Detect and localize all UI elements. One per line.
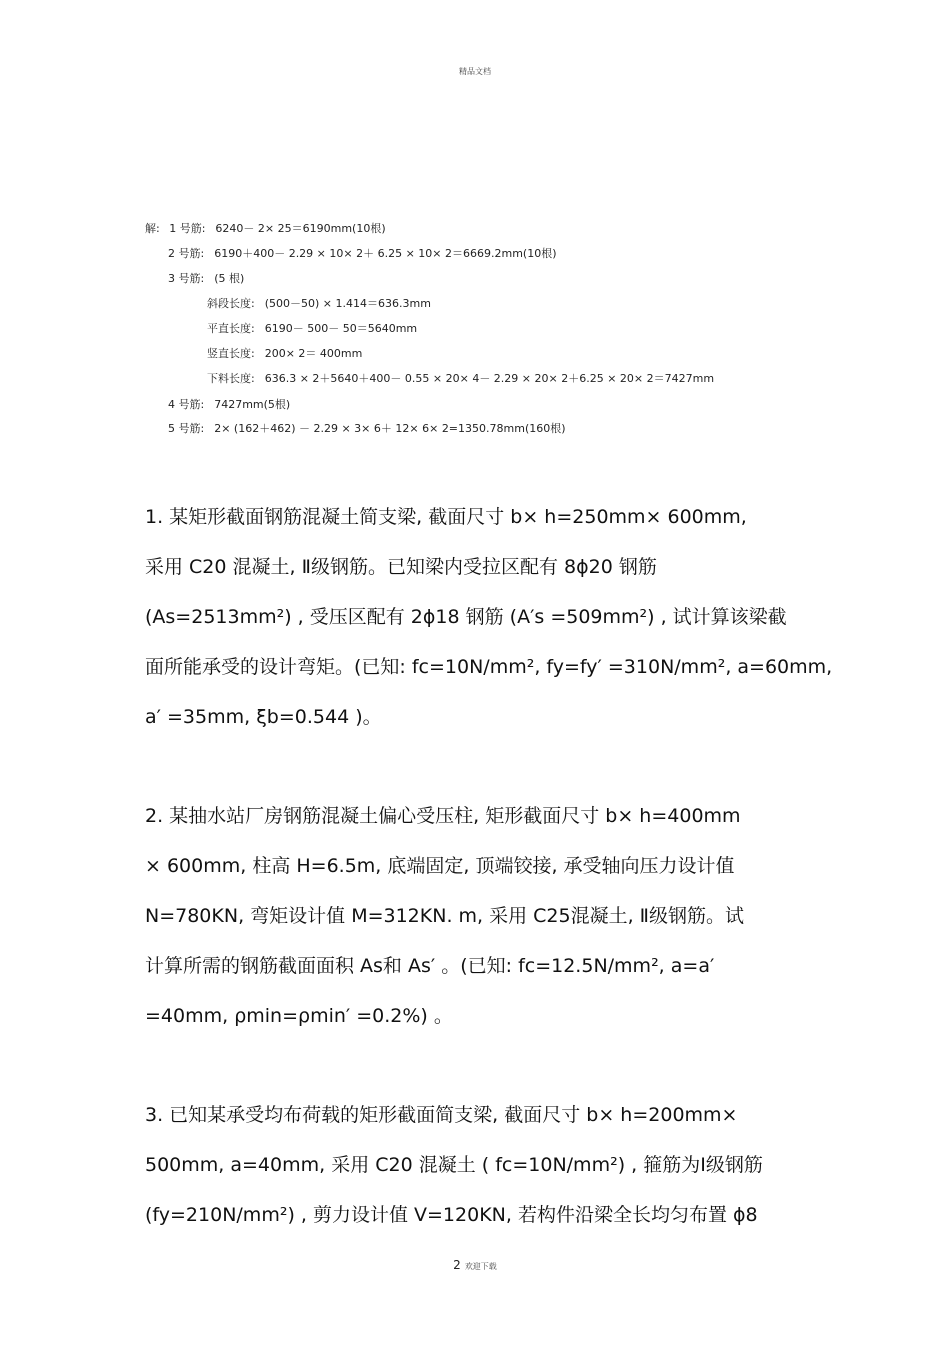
solution-label: 竖直长度:: [207, 347, 255, 360]
solution-item: [168, 270, 244, 286]
solution-value: 200× 2＝ 400mm: [264, 347, 363, 360]
solution-prefix: 解:: [145, 222, 160, 235]
solution-value: 2× (162＋462) － 2.29 × 3× 6＋ 12× 6× 2=1350.78mm(160根): [214, 422, 566, 435]
question-line: N=780KN, 弯矩设计值 M=312KN. m, 采用 C25混凝土, Ⅱ级钢筋。试: [145, 905, 745, 927]
question-line: 1. 某矩形截面钢筋混凝土简支梁, 截面尺寸 b× h=250mm× 600mm,: [145, 506, 747, 528]
question-3: [145, 1090, 835, 1240]
solution-value: 6190－ 500－ 50＝5640mm: [264, 322, 418, 335]
solution-label: 平直长度:: [207, 322, 255, 335]
solution-value: (500－50) × 1.414＝636.3mm: [264, 297, 431, 310]
question-line: a′ =35mm, ξb=0.544 )。: [145, 706, 382, 728]
solution-label: 4 号筋:: [168, 398, 205, 411]
question-line: 3. 已知某承受均布荷载的矩形截面简支梁, 截面尺寸 b× h=200mm×: [145, 1104, 738, 1126]
solution-item: [207, 320, 417, 336]
page-header: 精品文档: [459, 67, 491, 76]
solution-item: [145, 220, 386, 236]
page-footer: [0, 1258, 950, 1272]
solution-label: 1 号筋:: [169, 222, 206, 235]
solution-item: [207, 295, 431, 311]
question-line: × 600mm, 柱高 H=6.5m, 底端固定, 顶端铰接, 承受轴向压力设计值: [145, 855, 735, 877]
solution-item: [168, 245, 557, 261]
solution-value: 636.3 × 2＋5640＋400－ 0.55 × 20× 4－ 2.29 × 20× 2＋6.25 × 20× 2＝7427mm: [264, 372, 715, 385]
solution-label: 5 号筋:: [168, 422, 205, 435]
solution-value: 6240－ 2× 25＝6190mm(10根): [215, 222, 386, 235]
question-1: [145, 492, 835, 742]
question-line: 计算所需的钢筋截面面积 As和 As′ 。(已知: fc=12.5N/mm², a=a′: [145, 955, 715, 977]
question-line: 采用 C20 混凝土, Ⅱ级钢筋。已知梁内受拉区配有 8ϕ20 钢筋: [145, 556, 657, 578]
solution-label: 下料长度:: [207, 372, 255, 385]
solution-item: [207, 370, 714, 386]
question-line: (As=2513mm²) , 受压区配有 2ϕ18 钢筋 (A′s =509mm²) , 试计算该梁截: [145, 606, 787, 628]
question-line: 面所能承受的设计弯矩。(已知: fc=10N/mm², fy=fy′ =310N/mm², a=60mm,: [145, 656, 833, 678]
solution-value: 6190＋400－ 2.29 × 10× 2＋ 6.25 × 10× 2＝6669.2mm(10根): [214, 247, 557, 260]
solution-value: (5 根): [214, 272, 245, 285]
solution-item: [168, 420, 566, 436]
solution-value: 7427mm(5根): [214, 398, 291, 411]
question-line: =40mm, ρmin=ρmin′ =0.2%) 。: [145, 1005, 453, 1027]
solution-label: 3 号筋:: [168, 272, 205, 285]
solution-label: 斜段长度:: [207, 297, 255, 310]
solution-item: [168, 396, 290, 412]
question-line: 2. 某抽水站厂房钢筋混凝土偏心受压柱, 矩形截面尺寸 b× h=400mm: [145, 805, 741, 827]
page-number: 2: [453, 1258, 461, 1272]
solution-label: 2 号筋:: [168, 247, 205, 260]
footer-text: 欢迎下载: [464, 1262, 497, 1271]
question-line: 500mm, a=40mm, 采用 C20 混凝土 ( fc=10N/mm²) , 箍筋为Ⅰ级钢筋: [145, 1154, 763, 1176]
question-line: (fy=210N/mm²) , 剪力设计值 V=120KN, 若构件沿梁全长均匀布置 ϕ8: [145, 1204, 758, 1226]
solution-item: [207, 345, 362, 361]
question-2: [145, 791, 835, 1041]
